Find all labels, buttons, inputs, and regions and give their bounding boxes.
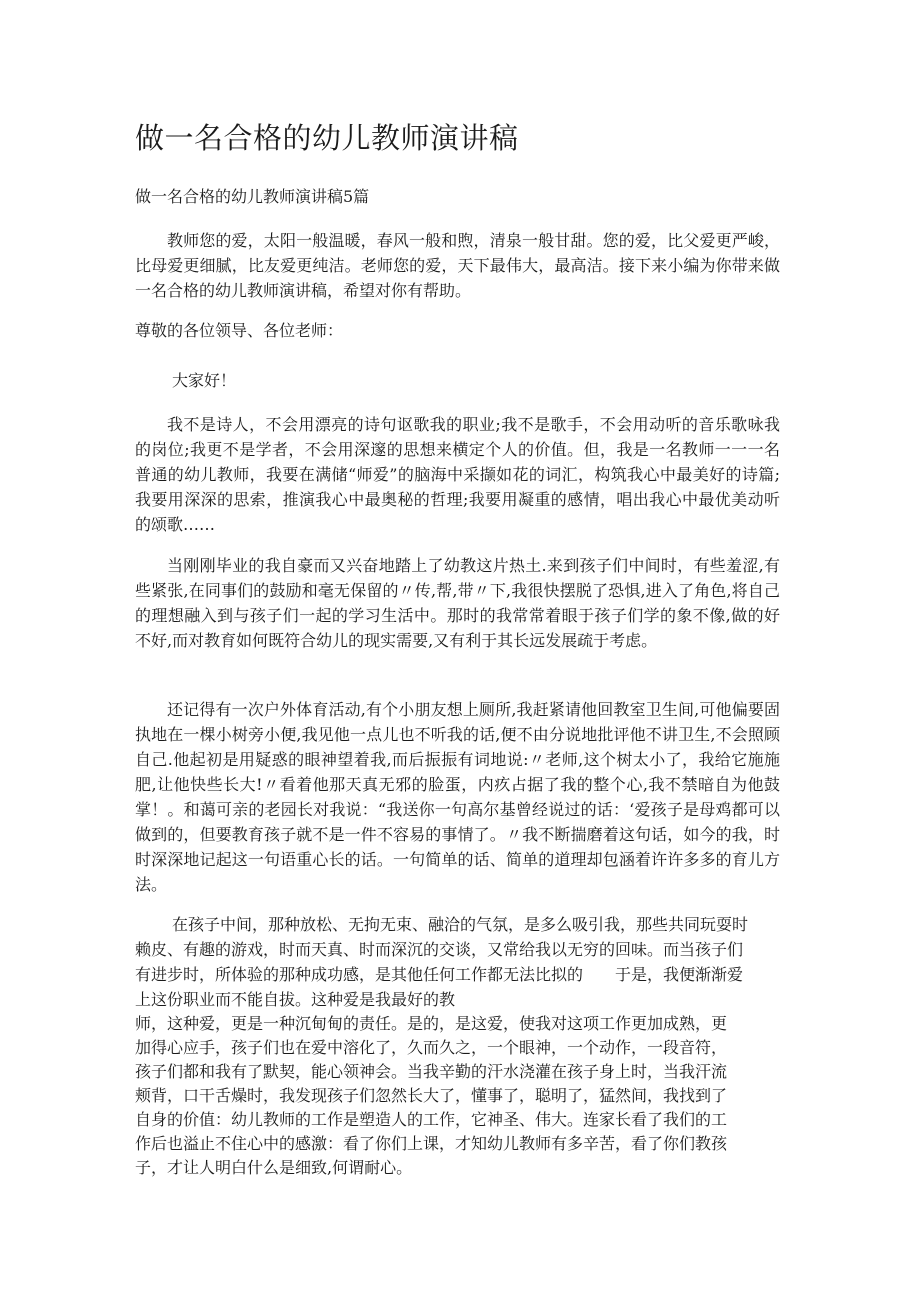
- document-subtitle: 做一名合格的幼儿教师演讲稿5篇: [135, 187, 370, 206]
- body-paragraph-4-line-5: 师，这种爱，更是一种沉甸甸的责任。是的，是这爱，使我对这项工作更加成熟，更: [135, 1014, 728, 1033]
- body-paragraph-4-line-3: 有进步时，所体验的那种成功感，是其他任何工作都无法比拟的 于是，我便渐渐爱: [135, 965, 744, 984]
- body-paragraph-4-line-8: 颊背，口干舌燥时，我发现孩子们忽然长大了，懂事了，聪明了，猛然间，我找到了: [135, 1086, 728, 1105]
- body-paragraph-2: 当刚刚毕业的我自豪而又兴奋地踏上了幼教这片热土.来到孩子们中间时，有些羞涩,有些紧张,在同事们的鼓励和毫无保留的〃传,帮,带〃下,我很快摆脱了恐惧,进入了角色,将自己的理想融入到与孩子们一起的学习生活中。那时的我常常着眼于孩子们学的象不像,做的好不好,而对教育如何既符合幼儿的现实需要,又有利于其长远发展疏于考虑。: [135, 556, 780, 650]
- body-paragraph-4-line-4: 上这份职业而不能自拔。这种爱是我最好的教: [135, 990, 456, 1009]
- body-paragraph-4-line-10: 作后也溢止不住心中的感激：看了你们上课，才知幼儿教师有多辛苦，看了你们教孩: [135, 1134, 728, 1153]
- body-paragraph-4-line-1: 在孩子中间，那种放松、无拘无束、融洽的气氛，是多么吸引我，那些共同玩耍时: [172, 915, 749, 934]
- intro-paragraph: 教师您的爱，太阳一般温暖，春风一般和煦，清泉一般甘甜。您的爱，比父爱更严峻，比母爱更细腻，比友爱更纯洁。老师您的爱，天下最伟大，最高洁。接下来小编为你带来做一名合格的幼儿教师演讲稿，希望对你有帮助。: [135, 231, 780, 300]
- body-paragraph-3: 还记得有一次户外体育活动,有个小朋友想上厕所,我赶紧请他回教室卫生间,可他偏要固执地在一棵小树旁小便,我见他一点儿也不听我的话,便不由分说地批评他不讲卫生,不会照顾自己.他起初是用疑惑的眼神望着我,而后振振有词地说:〃老师,这个树太小了，我给它施施肥,让他快些长大!〃看着他那天真无邪的脸蛋，内疚占据了我的整个心,我不禁暗自为他鼓掌！。和蔼可亲的老园长对我说：“我送你一句高尔基曾经说过的话：‘爱孩子是母鸡都可以做到的，但要教育孩子就不是一件不容易的事情了。〃我不断揣磨着这句话，如今的我，时时深深地记起这一句语重心长的话。一句简单的话、简单的道理却包涵着许许多多的育儿方法。: [135, 700, 780, 894]
- body-paragraph-1: 我不是诗人，不会用漂亮的诗句讴歌我的职业;我不是歌手，不会用动听的音乐歌咏我的岗位;我更不是学者，不会用深邃的思想来横定个人的价值。但，我是一名教师一一一名普通的幼儿教师，我要在满储“师爱”的脑海中采撷如花的词汇，构筑我心中最美好的诗篇;我要用深深的思索，推演我心中最奥秘的哲理;我要用凝重的感情，唱出我心中最优美动听的颂歌……: [135, 415, 780, 534]
- body-paragraph-4-line-9: 自身的价值：幼儿教师的工作是塑造人的工作，它神圣、伟大。连家长看了我们的工: [135, 1110, 728, 1129]
- body-paragraph-4-line-6: 加得心应手，孩子们也在爱中溶化了，久而久之，一个眼神，一个动作，一段音符，: [135, 1038, 728, 1057]
- body-paragraph-4-line-11: 子，才让人明白什么是细致,何谓耐心。: [135, 1158, 413, 1177]
- salutation: 尊敬的各位领导、各位老师：: [135, 321, 344, 340]
- greeting: 大家好！: [172, 371, 237, 390]
- body-paragraph-4-line-7: 孩子们都和我有了默契，能心领神会。当我辛勤的汗水浇灌在孩子身上时，当我汗流: [135, 1062, 728, 1081]
- document-title: 做一名合格的幼儿教师演讲稿: [135, 121, 519, 155]
- body-paragraph-4-line-2: 赖皮、有趣的游戏，时而天真、时而深沉的交谈，又常给我以无穷的回味。而当孩子们: [135, 940, 744, 959]
